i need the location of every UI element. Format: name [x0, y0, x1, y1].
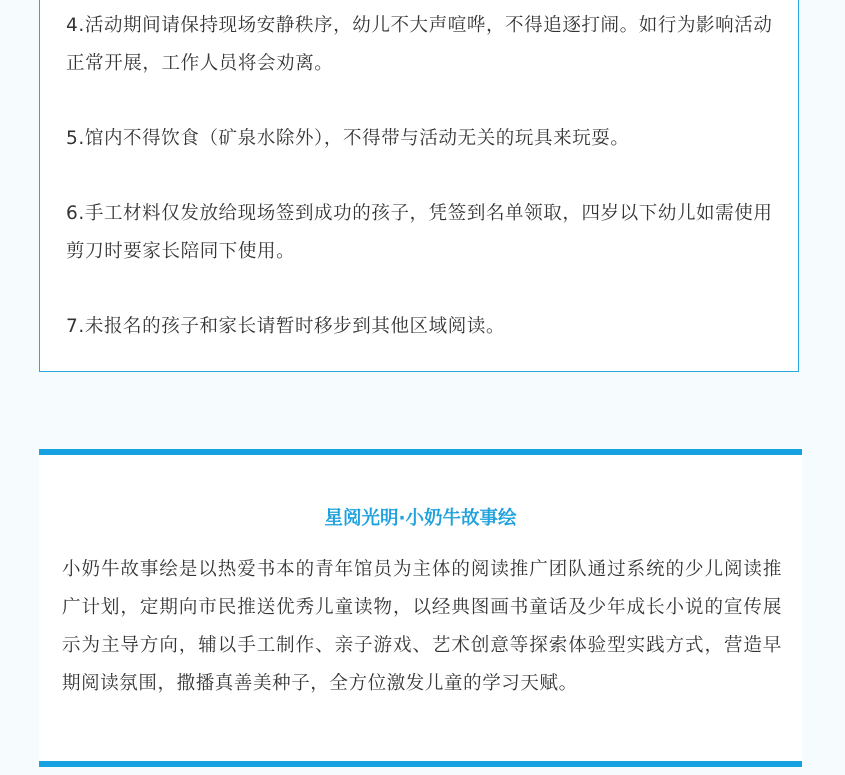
story-title: 星阅光明·小奶牛故事绘 — [324, 508, 517, 529]
activity-rules-box — [39, 0, 799, 372]
rule-item-7: 7.未报名的孩子和家长请暂时移步到其他区域阅读。 — [66, 316, 506, 337]
story-description: 小奶牛故事绘是以热爱书本的青年馆员为主体的阅读推广团队通过系统的少儿阅读推广计划，定期向市民推送优秀儿童读物，以经典图画书童话及少年成长小说的宣传展示为主导方向，辅以手工制作、亲子游戏、艺术创意等探索体验型实践方式，营造早期阅读氛围，撒播真善美种子，全方位激发儿童的学习天赋。 — [62, 559, 782, 694]
rule-item-4: 4.活动期间请保持现场安静秩序，幼儿不大声喧哗，不得追逐打闹。如行为影响活动正常开展，工作人员将会劝离。 — [66, 15, 773, 74]
rule-item-6: 6.手工材料仅发放给现场签到成功的孩子，凭签到名单领取，四岁以下幼儿如需使用剪刀时要家长陪同下使用。 — [66, 203, 773, 262]
story-intro-card — [39, 449, 802, 767]
rule-item-5: 5.馆内不得饮食（矿泉水除外），不得带与活动无关的玩具来玩耍。 — [66, 128, 630, 149]
